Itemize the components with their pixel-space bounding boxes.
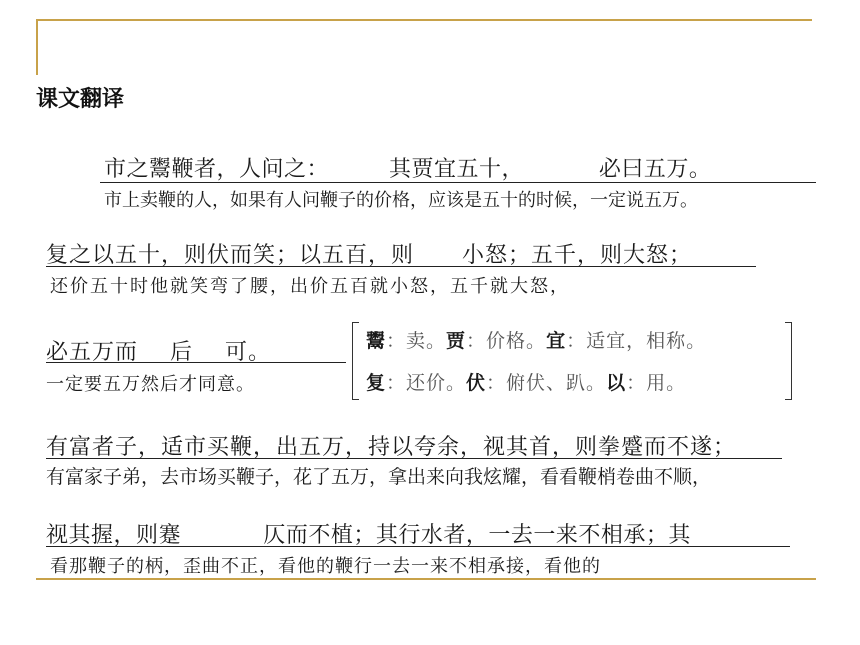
note-term: 贾 bbox=[446, 330, 467, 352]
block4-original: 有富者子，适市买鞭，出五万，持以夸余，视其首，则拳蹙而不遂； bbox=[46, 435, 737, 460]
block1-original: 市之鬻鞭者，人问之： 其贾宜五十， 必曰五万。 bbox=[104, 157, 712, 182]
block5-underline bbox=[46, 546, 790, 547]
left-divider bbox=[36, 19, 38, 75]
note-def: ：卖。 bbox=[386, 330, 447, 352]
block1-underline bbox=[100, 182, 816, 183]
note-def: ：还价。 bbox=[386, 372, 467, 394]
note-term: 鬻 bbox=[366, 330, 387, 352]
block3-underline bbox=[46, 362, 346, 363]
note-term: 伏 bbox=[466, 372, 487, 394]
note-def: ：适宜，相称。 bbox=[566, 330, 707, 352]
notes-row-2 bbox=[366, 368, 686, 395]
note-term: 宜 bbox=[546, 330, 567, 352]
block4-translation: 有富家子弟，去市场买鞭子，花了五万，拿出来向我炫耀，看看鞭梢卷曲不顺， bbox=[46, 466, 712, 488]
block2-original: 复之以五十，则伏而笑；以五百，则 小怒；五千，则大怒； bbox=[46, 243, 692, 268]
block2-underline bbox=[46, 266, 756, 267]
block5-original: 视其握，则蹇 仄而不植；其行水者，一去一来不相承；其 bbox=[46, 523, 691, 548]
block5-translation: 看那鞭子的柄，歪曲不正，看他的鞭行一去一来不相承接，看他的 bbox=[50, 556, 601, 577]
note-term: 复 bbox=[366, 372, 387, 394]
notes-row-1 bbox=[366, 326, 706, 353]
block1-translation: 市上卖鞭的人，如果有人问鞭子的价格，应该是五十的时候，一定说五万。 bbox=[104, 190, 698, 211]
block3-translation: 一定要五万然后才同意。 bbox=[46, 374, 255, 395]
block3-original: 必五万而 后 可。 bbox=[46, 340, 271, 365]
bottom-divider bbox=[36, 578, 816, 580]
note-term: 以 bbox=[606, 372, 627, 394]
section-heading: 课文翻译 bbox=[36, 87, 125, 112]
block2-translation: 还价五十时他就笑弯了腰，出价五百就小怒，五千就大怒， bbox=[50, 276, 570, 297]
note-def: ：俯伏、趴。 bbox=[486, 372, 607, 394]
note-def: ：用。 bbox=[626, 372, 687, 394]
notes-left-bracket bbox=[352, 322, 359, 400]
notes-right-bracket bbox=[785, 322, 792, 400]
note-def: ：价格。 bbox=[466, 330, 547, 352]
vocabulary-notes bbox=[352, 322, 792, 400]
block4-underline bbox=[46, 458, 782, 459]
top-divider bbox=[36, 19, 812, 21]
